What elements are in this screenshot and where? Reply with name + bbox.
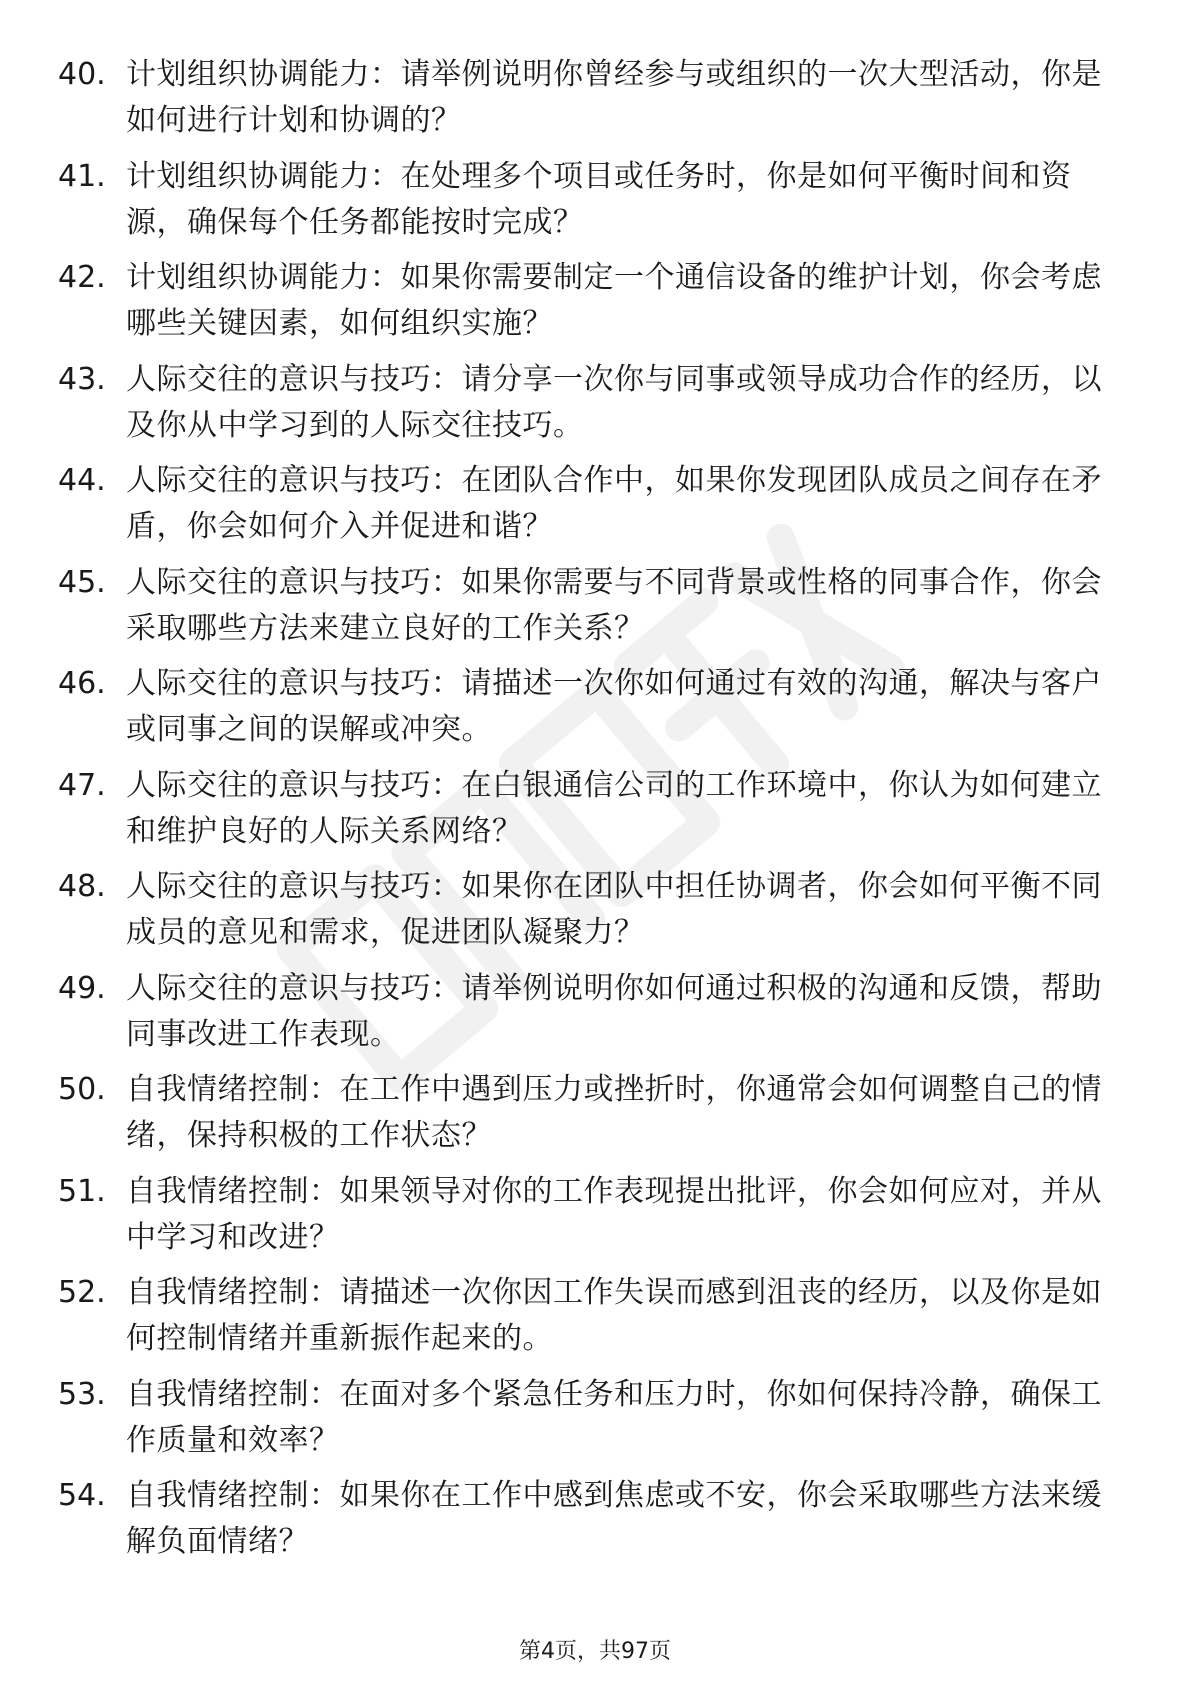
question-item [58,255,1118,357]
question-item [58,154,1118,256]
question-item [58,357,1118,459]
question-number: 53. [58,1376,106,1412]
question-number: 47. [58,767,106,803]
question-text: 人际交往的意识与技巧：如果你在团队中担任协调者，你会如何平衡不同成员的意见和需求，促进团队凝聚力？ [126,869,1102,950]
question-number: 54. [58,1478,106,1513]
question-number: 43. [58,361,106,397]
question-item [58,1169,1118,1271]
question-number: 52. [58,1275,106,1310]
question-number: 50. [58,1072,106,1107]
question-list [58,52,1118,1575]
question-text: 人际交往的意识与技巧：在白银通信公司的工作环境中，你认为如何建立和维护良好的人际关系网络？ [126,767,1102,849]
question-item [58,763,1118,865]
question-item [58,458,1118,560]
question-number: 51. [58,1173,106,1209]
question-number: 45. [58,564,106,600]
question-item [58,1067,1118,1169]
question-number: 48. [58,869,106,904]
question-text: 人际交往的意识与技巧：在团队合作中，如果你发现团队成员之间存在矛盾，你会如何介入并促进和谐？ [126,463,1102,544]
question-item [58,864,1118,966]
question-number: 41. [58,158,106,194]
question-text: 自我情绪控制：在工作中遇到压力或挫折时，你通常会如何调整自己的情绪，保持积极的工作状态？ [126,1072,1102,1153]
question-text: 计划组织协调能力：如果你需要制定一个通信设备的维护计划，你会考虑哪些关键因素，如何组织实施？ [126,260,1102,341]
question-item [58,560,1118,662]
question-number: 40. [58,57,106,92]
question-item [58,966,1118,1068]
question-item [58,1473,1118,1575]
question-number: 49. [58,970,106,1006]
question-text: 人际交往的意识与技巧：请举例说明你如何通过积极的沟通和反馈，帮助同事改进工作表现。 [126,970,1102,1052]
question-text: 人际交往的意识与技巧：请描述一次你如何通过有效的沟通，解决与客户或同事之间的误解或冲突。 [126,666,1102,747]
question-text: 人际交往的意识与技巧：请分享一次你与同事或领导成功合作的经历，以及你从中学习到的人际交往技巧。 [126,361,1102,443]
question-item [58,661,1118,763]
question-text: 自我情绪控制：在面对多个紧急任务和压力时，你如何保持冷静，确保工作质量和效率？ [126,1376,1102,1458]
question-text: 自我情绪控制：如果领导对你的工作表现提出批评，你会如何应对，并从中学习和改进？ [126,1173,1102,1255]
question-number: 44. [58,463,106,498]
page-footer: 第4页，共97页 [519,1639,671,1664]
question-text: 自我情绪控制：如果你在工作中感到焦虑或不安，你会采取哪些方法来缓解负面情绪？ [126,1478,1102,1559]
question-number: 42. [58,260,106,295]
question-item [58,1372,1118,1474]
question-number: 46. [58,666,106,701]
question-text: 计划组织协调能力：在处理多个项目或任务时，你是如何平衡时间和资源，确保每个任务都能按时完成？ [126,158,1072,240]
question-item [58,1270,1118,1372]
question-text: 人际交往的意识与技巧：如果你需要与不同背景或性格的同事合作，你会采取哪些方法来建立良好的工作关系？ [126,564,1102,646]
question-item [58,52,1118,154]
question-text: 计划组织协调能力：请举例说明你曾经参与或组织的一次大型活动，你是如何进行计划和协调的？ [126,57,1102,138]
question-text: 自我情绪控制：请描述一次你因工作失误而感到沮丧的经历，以及你是如何控制情绪并重新振作起来的。 [126,1275,1102,1356]
